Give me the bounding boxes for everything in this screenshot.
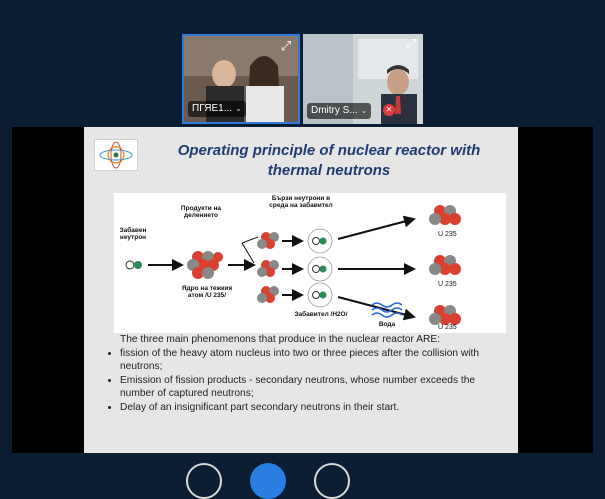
control-button-left[interactable] <box>186 463 222 499</box>
slide-logo <box>94 139 138 171</box>
label-u235: U 235 <box>438 231 457 238</box>
label-fission-products: Продукти на делението <box>180 205 222 219</box>
bullet-item: • Delay of an insignificant part secondary neutrons in their start. <box>120 401 512 414</box>
label-fast-neutrons: Бързи неутрони в среда на забавител <box>269 195 333 209</box>
participant-name: Dmitry S... <box>311 105 358 116</box>
label-slow-neutron: Забавен неутрон <box>119 227 147 241</box>
bullet-item: • fission of the heavy atom nucleus into two or three pieces after the collision with neutrons; <box>120 347 512 373</box>
slide-body <box>102 333 512 415</box>
control-button-right[interactable] <box>314 463 350 499</box>
expand-icon[interactable]: ⤢ <box>280 39 292 54</box>
participant-name: ПГЯЕ1... <box>192 103 233 114</box>
slide-intro: The three main phenomenons that produce in the nuclear reactor ARE: <box>120 334 440 345</box>
fission-diagram <box>114 193 506 333</box>
participant-name-bar <box>307 103 371 119</box>
control-button-center[interactable] <box>250 463 286 499</box>
expand-icon[interactable]: ⤢ <box>405 37 417 52</box>
participant-tile-1[interactable] <box>182 34 300 124</box>
label-water: Вода <box>378 321 396 328</box>
label-u235: U 235 <box>438 281 457 288</box>
label-u235: U 235 <box>438 324 457 331</box>
participant-name-bar <box>188 101 246 117</box>
label-heavy-nucleus: Ядро на тежкия атом /U 235/ <box>181 285 233 299</box>
mic-muted-icon: ✕ <box>383 104 395 116</box>
bullet-item: • Emission of fission products - secondary neutrons, whose number exceeds the number of captured neutrons; <box>120 374 512 400</box>
participant-tile-2[interactable] <box>303 34 423 124</box>
slide-title: Operating principle of nuclear reactor with thermal neutrons <box>177 142 481 179</box>
bullet-list <box>102 347 512 414</box>
presentation-slide <box>84 127 518 453</box>
chevron-down-icon[interactable]: ⌄ <box>235 104 242 113</box>
chevron-down-icon[interactable]: ⌄ <box>360 106 368 115</box>
label-moderator: Забавител /H2O/ <box>294 311 348 318</box>
